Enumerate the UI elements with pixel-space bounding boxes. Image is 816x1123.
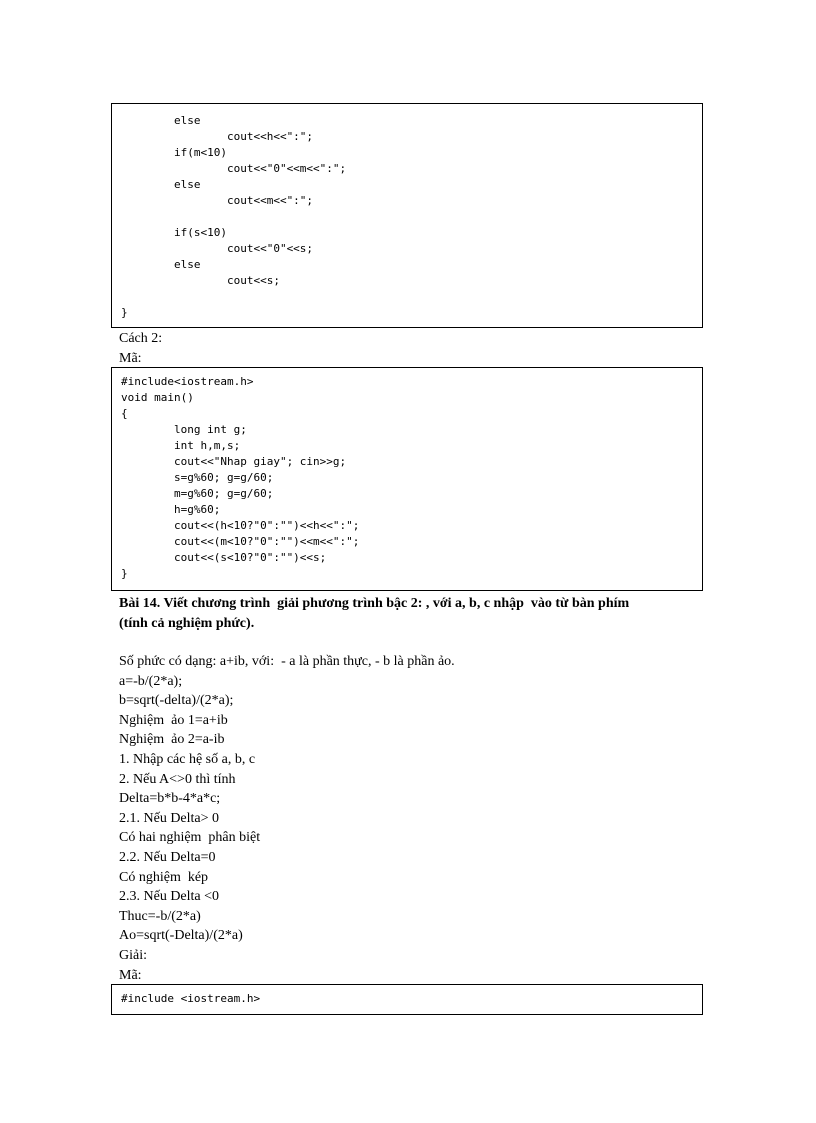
code-line: else — [121, 258, 201, 271]
text-line: 2.3. Nếu Delta <0 — [119, 889, 220, 905]
text-line: Nghiệm ảo 2=a-ib — [119, 732, 225, 748]
code-line: void main() — [121, 391, 194, 404]
code-line: #include<iostream.h> — [121, 375, 254, 388]
code-line: cout<<"0"<<m<<":"; — [121, 162, 347, 175]
exercise-title-line: (tính cả nghiệm phức). — [119, 615, 255, 631]
code-line: h=g%60; — [121, 503, 221, 516]
exercise-title-line: Bài 14. Viết chương trình giải phương trình bậc 2: , với a, b, c nhập vào từ bàn phím — [119, 596, 630, 611]
text-line: 1. Nhập các hệ số a, b, c — [119, 751, 256, 767]
code-block-3 — [111, 984, 703, 1015]
code-line: long int g; — [121, 423, 247, 436]
text-line: 2. Nếu A<>0 thì tính — [119, 771, 236, 787]
code-block-2 — [111, 367, 703, 591]
code-line: } — [121, 306, 128, 319]
text-line: b=sqrt(-delta)/(2*a); — [119, 693, 234, 709]
code-line: cout<<"0"<<s; — [121, 242, 314, 255]
code-line: cout<<(h<10?"0":"")<<h<<":"; — [121, 519, 360, 532]
code-line: m=g%60; g=g/60; — [121, 487, 274, 500]
code-line: else — [121, 114, 201, 127]
ma-label: Mã: — [119, 350, 142, 366]
code-line: s=g%60; g=g/60; — [121, 471, 274, 484]
text-line: Nghiệm ảo 1=a+ib — [119, 712, 228, 728]
text-line: Mã: — [119, 967, 142, 983]
text-line: Giải: — [119, 947, 147, 963]
code-block-1 — [111, 103, 703, 328]
text-line: Delta=b*b-4*a*c; — [119, 791, 221, 807]
text-line: 2.2. Nếu Delta=0 — [119, 849, 216, 865]
code-line: cout<<s; — [121, 274, 280, 287]
code-line: cout<<(s<10?"0":"")<<s; — [121, 551, 327, 564]
code-line: else — [121, 178, 201, 191]
text-line: 2.1. Nếu Delta> 0 — [119, 810, 220, 826]
text-line: Ao=sqrt(-Delta)/(2*a) — [119, 928, 243, 944]
cach2-label: Cách 2: — [119, 331, 163, 346]
code-line: int h,m,s; — [121, 439, 241, 452]
text-line: Số phức có dạng: a+ib, với: - a là phần thực, - b là phần ảo. — [119, 654, 455, 669]
exercise-title — [119, 594, 711, 633]
code-line — [121, 289, 702, 305]
code-line: cout<<"Nhap giay"; cin>>g; — [121, 455, 347, 468]
code-line: if(m<10) — [121, 146, 227, 159]
text-line: Thuc=-b/(2*a) — [119, 908, 201, 924]
cach2-section — [119, 329, 709, 368]
code-line: #include <iostream.h> — [121, 992, 261, 1005]
explanation-text — [119, 652, 709, 985]
text-line: Có hai nghiệm phân biệt — [119, 830, 261, 846]
code-line: cout<<m<<":"; — [121, 194, 314, 207]
text-line: a=-b/(2*a); — [119, 673, 183, 689]
code-line: } — [121, 567, 128, 580]
code-line: cout<<h<<":"; — [121, 130, 314, 143]
code-line — [121, 209, 702, 225]
code-line: if(s<10) — [121, 226, 227, 239]
text-line: Có nghiệm kép — [119, 869, 209, 885]
code-line: cout<<(m<10?"0":"")<<m<<":"; — [121, 535, 360, 548]
code-line: { — [121, 407, 128, 420]
